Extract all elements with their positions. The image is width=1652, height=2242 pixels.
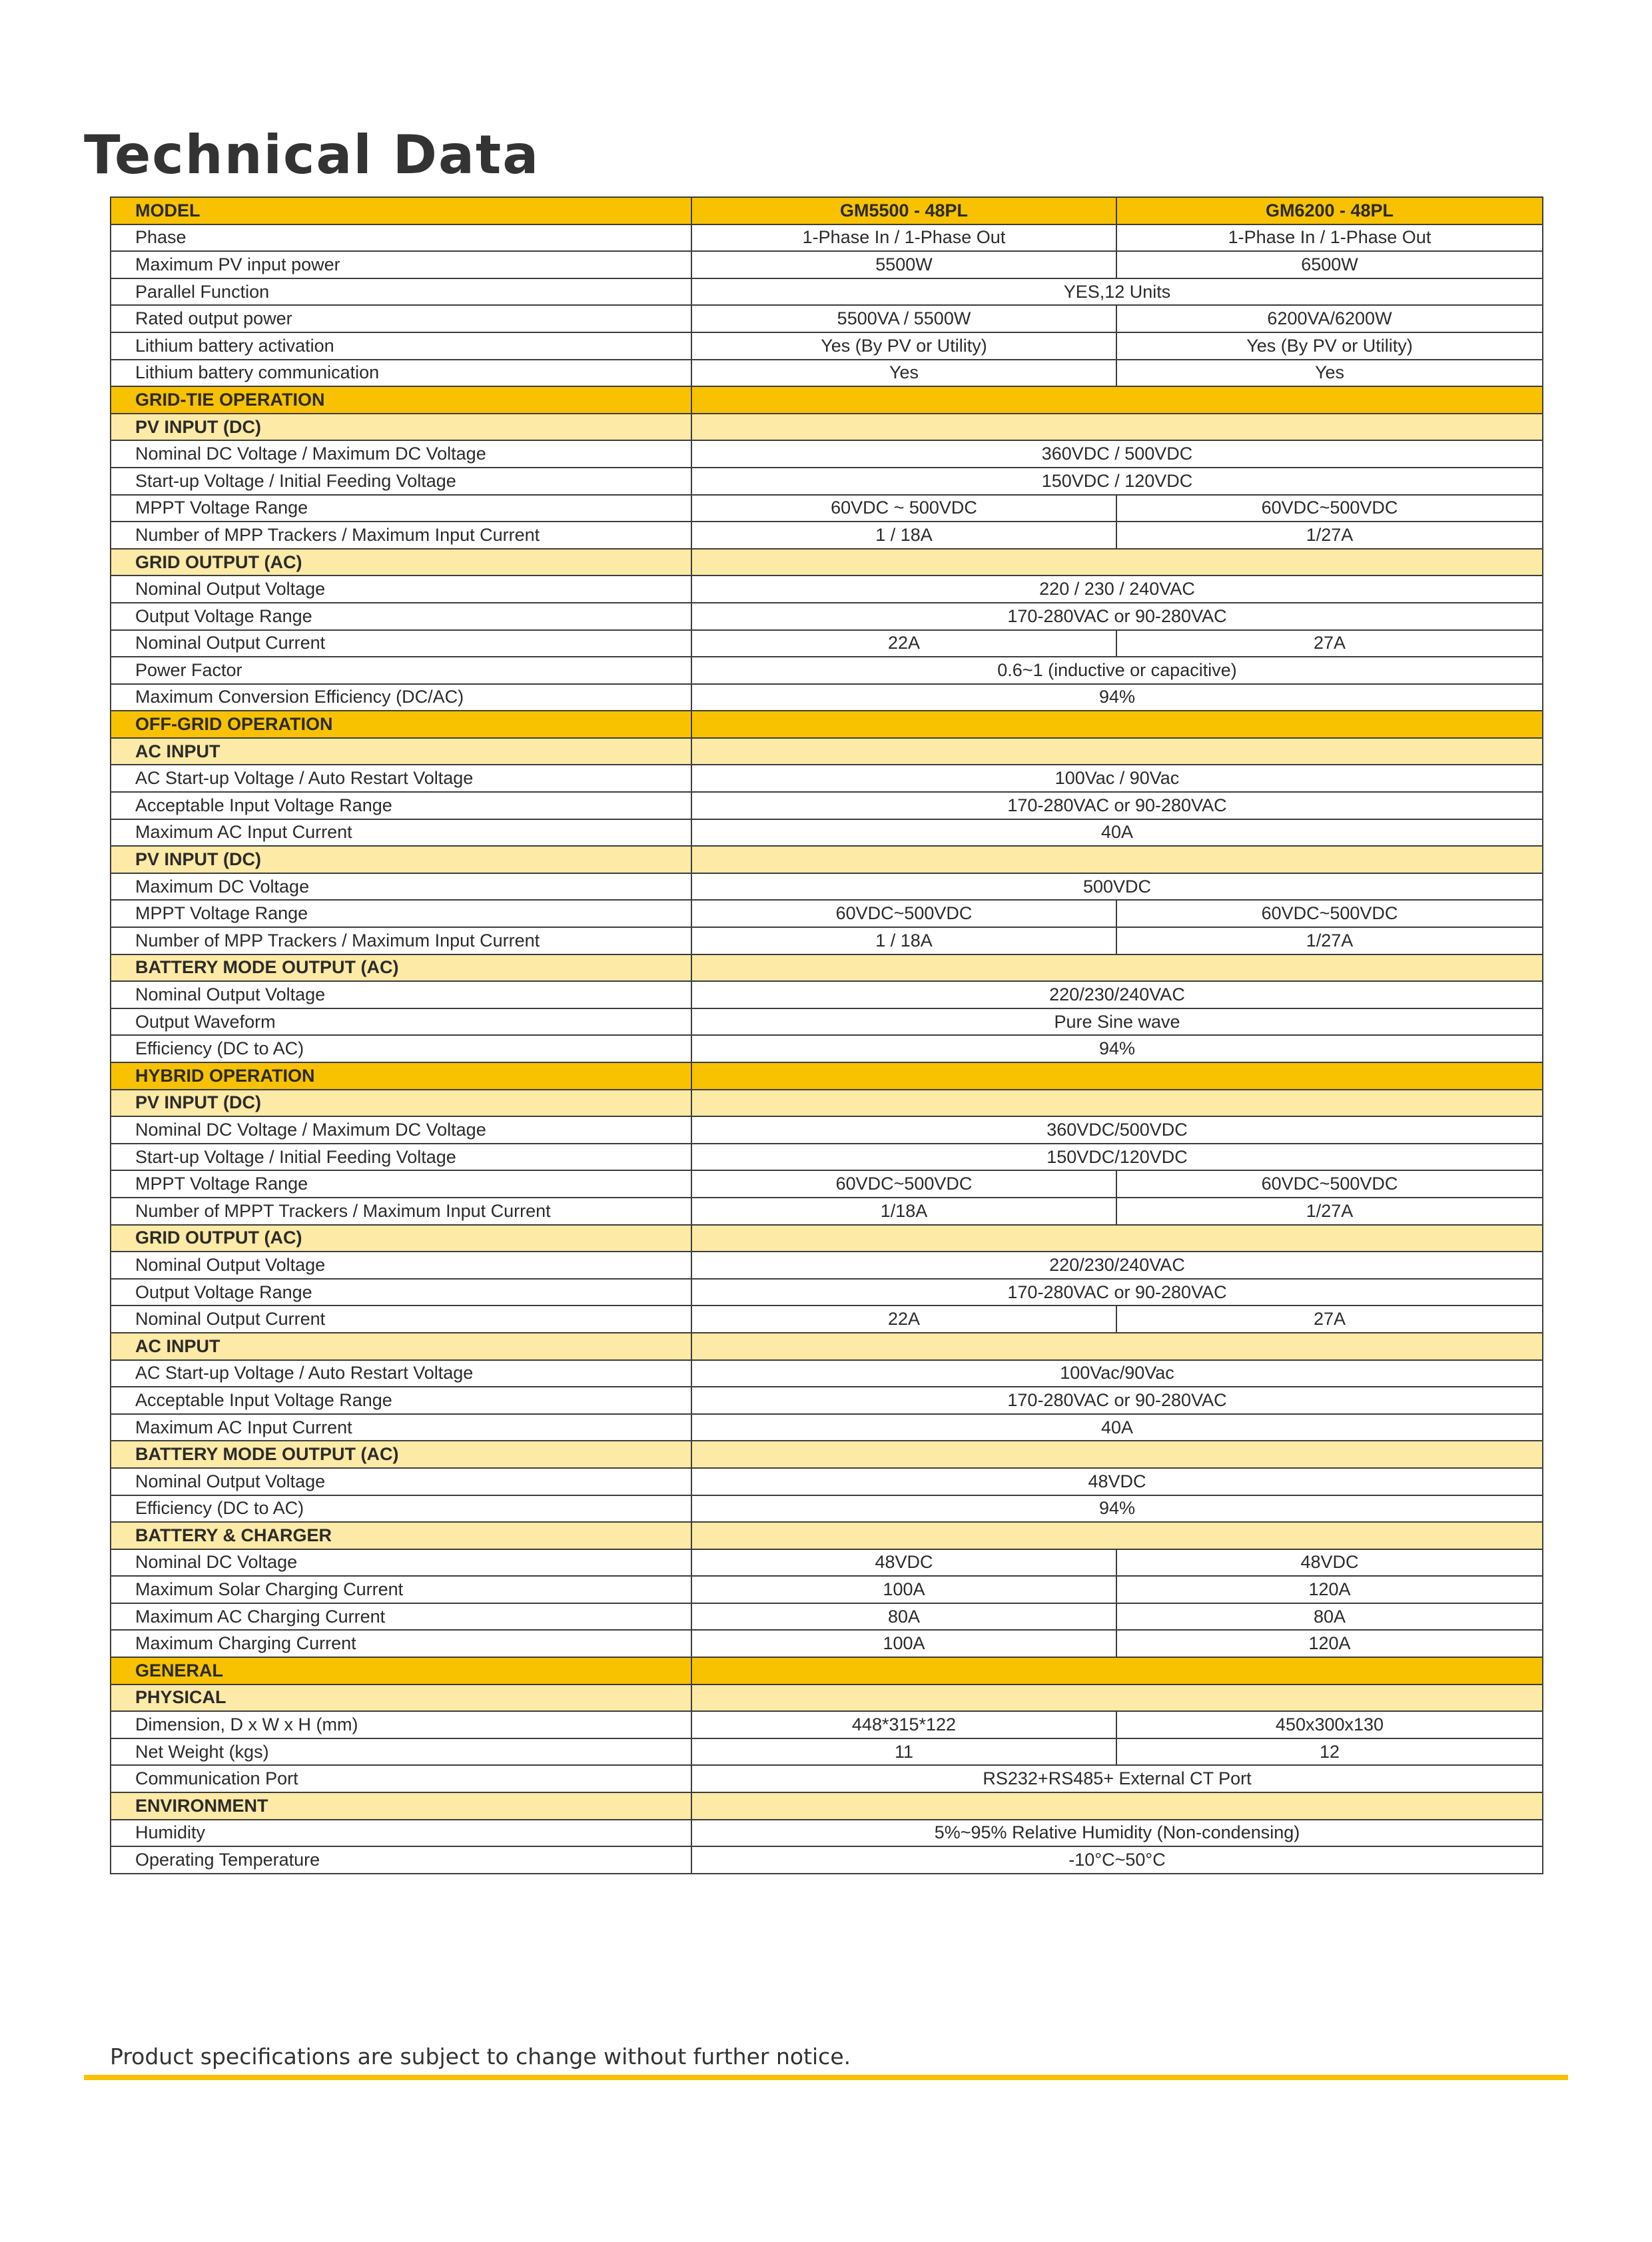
table-row [111, 360, 1543, 387]
table-row [111, 981, 1543, 1008]
section-fill [691, 1090, 1543, 1117]
spec-label: Efficiency (DC to AC) [111, 1495, 691, 1523]
spec-label: Parallel Function [111, 278, 691, 306]
section-fill [691, 1792, 1543, 1820]
spec-value-model-b: 1/27A [1116, 927, 1543, 954]
spec-label: Nominal DC Voltage / Maximum DC Voltage [111, 440, 691, 468]
spec-value-model-a: Yes (By PV or Utility) [691, 332, 1116, 360]
table-row [111, 1170, 1543, 1198]
spec-value-shared: 94% [691, 684, 1543, 711]
model-a-header: GM5500 - 48PL [691, 197, 1116, 224]
spec-label: Maximum Charging Current [111, 1630, 691, 1657]
spec-label: MPPT Voltage Range [111, 495, 691, 522]
spec-label: Dimension, D x W x H (mm) [111, 1711, 691, 1738]
footnote: Product specifications are subject to change without further notice. [110, 2044, 851, 2069]
subsection-header-row [111, 1225, 1543, 1252]
spec-value-model-b: 80A [1116, 1603, 1543, 1631]
spec-label: MPPT Voltage Range [111, 900, 691, 927]
table-row [111, 495, 1543, 522]
spec-label: Lithium battery activation [111, 332, 691, 360]
section-fill [691, 1062, 1543, 1090]
table-row [111, 1306, 1543, 1333]
spec-label: Maximum Solar Charging Current [111, 1576, 691, 1603]
spec-value-model-a: 60VDC~500VDC [691, 1170, 1116, 1198]
table-row [111, 900, 1543, 927]
table-row [111, 684, 1543, 711]
spec-value-model-a: 48VDC [691, 1549, 1116, 1577]
table-row [111, 1549, 1543, 1577]
spec-value-shared: 48VDC [691, 1468, 1543, 1495]
subsection-label: BATTERY & CHARGER [111, 1522, 691, 1549]
table-row [111, 1035, 1543, 1062]
table-row [111, 1576, 1543, 1603]
subsection-label: AC INPUT [111, 1333, 691, 1360]
spec-label: Maximum Conversion Efficiency (DC/AC) [111, 684, 691, 711]
spec-value-shared: -10°C~50°C [691, 1846, 1543, 1874]
spec-value-shared: 220/230/240VAC [691, 981, 1543, 1008]
spec-label: Nominal Output Current [111, 630, 691, 657]
section-fill [691, 1225, 1543, 1252]
spec-value-shared: YES,12 Units [691, 278, 1543, 306]
section-label: HYBRID OPERATION [111, 1062, 691, 1090]
table-row [111, 1252, 1543, 1279]
section-fill [691, 1333, 1543, 1360]
section-fill [691, 1684, 1543, 1712]
spec-label: Maximum DC Voltage [111, 873, 691, 901]
spec-value-shared: 40A [691, 819, 1543, 847]
table-header-row [111, 197, 1543, 224]
table-row [111, 1820, 1543, 1847]
spec-label: Rated output power [111, 305, 691, 332]
table-row [111, 1630, 1543, 1657]
spec-value-model-a: 11 [691, 1738, 1116, 1766]
table-row [111, 927, 1543, 954]
subsection-label: BATTERY MODE OUTPUT (AC) [111, 1441, 691, 1468]
table-row [111, 1468, 1543, 1495]
spec-label: Nominal Output Voltage [111, 1468, 691, 1495]
spec-value-model-b: 120A [1116, 1630, 1543, 1657]
subsection-header-row [111, 1333, 1543, 1360]
spec-label: Number of MPP Trackers / Maximum Input Current [111, 522, 691, 549]
spec-value-model-b: 60VDC~500VDC [1116, 900, 1543, 927]
section-label: GENERAL [111, 1657, 691, 1684]
table-row [111, 332, 1543, 360]
spec-label: Maximum AC Charging Current [111, 1603, 691, 1631]
spec-value-model-a: 5500W [691, 251, 1116, 278]
subsection-header-row [111, 549, 1543, 576]
subsection-header-row [111, 414, 1543, 441]
spec-value-shared: 220 / 230 / 240VAC [691, 575, 1543, 603]
section-fill [691, 711, 1543, 738]
table-row [111, 819, 1543, 847]
spec-label: Operating Temperature [111, 1846, 691, 1874]
spec-label: Output Voltage Range [111, 1279, 691, 1306]
section-fill [691, 846, 1543, 873]
table-row [111, 603, 1543, 630]
spec-label: Maximum PV input power [111, 251, 691, 278]
footer-rule [84, 2075, 1568, 2080]
table-row [111, 1846, 1543, 1874]
spec-value-shared: 100Vac/90Vac [691, 1360, 1543, 1387]
spec-value-model-b: 48VDC [1116, 1549, 1543, 1577]
subsection-header-row [111, 1090, 1543, 1117]
section-fill [691, 1441, 1543, 1468]
spec-value-shared: 220/230/240VAC [691, 1252, 1543, 1279]
model-b-header: GM6200 - 48PL [1116, 197, 1543, 224]
subsection-header-row [111, 1522, 1543, 1549]
spec-label: Power Factor [111, 657, 691, 684]
subsection-header-row [111, 1792, 1543, 1820]
spec-value-model-a: 100A [691, 1576, 1116, 1603]
spec-value-shared: 100Vac / 90Vac [691, 765, 1543, 792]
spec-value-model-b: 6200VA/6200W [1116, 305, 1543, 332]
subsection-label: PHYSICAL [111, 1684, 691, 1712]
spec-value-model-a: 60VDC~500VDC [691, 900, 1116, 927]
spec-value-model-a: 1 / 18A [691, 927, 1116, 954]
spec-label: Humidity [111, 1820, 691, 1847]
spec-label: Phase [111, 224, 691, 252]
spec-value-model-b: Yes [1116, 360, 1543, 387]
spec-label: Nominal DC Voltage [111, 1549, 691, 1577]
table-row [111, 873, 1543, 901]
table-row [111, 657, 1543, 684]
page-title: Technical Data [84, 124, 540, 186]
spec-value-shared: 40A [691, 1414, 1543, 1441]
subsection-header-row [111, 846, 1543, 873]
spec-label: Number of MPPT Trackers / Maximum Input Current [111, 1198, 691, 1225]
table-row [111, 1279, 1543, 1306]
table-row [111, 1387, 1543, 1414]
spec-value-model-a: 22A [691, 630, 1116, 657]
spec-label: Start-up Voltage / Initial Feeding Voltage [111, 1144, 691, 1171]
spec-label: Efficiency (DC to AC) [111, 1035, 691, 1062]
spec-label: AC Start-up Voltage / Auto Restart Voltage [111, 1360, 691, 1387]
subsection-label: GRID OUTPUT (AC) [111, 549, 691, 576]
spec-value-model-a: Yes [691, 360, 1116, 387]
section-header-row [111, 386, 1543, 414]
spec-value-model-a: 80A [691, 1603, 1116, 1631]
spec-value-shared: 150VDC / 120VDC [691, 468, 1543, 495]
spec-value-shared: 0.6~1 (inductive or capacitive) [691, 657, 1543, 684]
table-row [111, 792, 1543, 819]
subsection-label: PV INPUT (DC) [111, 846, 691, 873]
spec-label: Output Waveform [111, 1008, 691, 1036]
subsection-header-row [111, 738, 1543, 765]
section-fill [691, 386, 1543, 414]
spec-value-model-b: 1/27A [1116, 522, 1543, 549]
spec-label: Nominal Output Voltage [111, 575, 691, 603]
spec-value-model-a: 1 / 18A [691, 522, 1116, 549]
spec-label: Nominal Output Current [111, 1306, 691, 1333]
subsection-header-row [111, 954, 1543, 982]
subsection-header-row [111, 1441, 1543, 1468]
table-row [111, 278, 1543, 306]
spec-label: Acceptable Input Voltage Range [111, 1387, 691, 1414]
table-row [111, 1360, 1543, 1387]
spec-value-shared: 170-280VAC or 90-280VAC [691, 792, 1543, 819]
spec-value-model-b: 1-Phase In / 1-Phase Out [1116, 224, 1543, 252]
spec-value-model-b: 6500W [1116, 251, 1543, 278]
spec-label: Net Weight (kgs) [111, 1738, 691, 1766]
spec-label: Acceptable Input Voltage Range [111, 792, 691, 819]
subsection-label: GRID OUTPUT (AC) [111, 1225, 691, 1252]
table-row [111, 305, 1543, 332]
spec-value-shared: 170-280VAC or 90-280VAC [691, 603, 1543, 630]
spec-value-model-a: 100A [691, 1630, 1116, 1657]
spec-label: Communication Port [111, 1765, 691, 1792]
spec-label: Maximum AC Input Current [111, 819, 691, 847]
spec-label: MPPT Voltage Range [111, 1170, 691, 1198]
spec-value-model-b: 12 [1116, 1738, 1543, 1766]
spec-value-model-b: 27A [1116, 1306, 1543, 1333]
spec-value-shared: Pure Sine wave [691, 1008, 1543, 1036]
spec-value-shared: 170-280VAC or 90-280VAC [691, 1387, 1543, 1414]
subsection-label: ENVIRONMENT [111, 1792, 691, 1820]
spec-label: AC Start-up Voltage / Auto Restart Voltage [111, 765, 691, 792]
table-row [111, 440, 1543, 468]
subsection-label: PV INPUT (DC) [111, 1090, 691, 1117]
spec-value-model-b: 450x300x130 [1116, 1711, 1543, 1738]
spec-value-shared: 360VDC / 500VDC [691, 440, 1543, 468]
spec-value-model-a: 1/18A [691, 1198, 1116, 1225]
spec-value-shared: 94% [691, 1495, 1543, 1523]
spec-value-shared: 150VDC/120VDC [691, 1144, 1543, 1171]
section-fill [691, 414, 1543, 441]
spec-value-model-a: 448*315*122 [691, 1711, 1116, 1738]
spec-label: Lithium battery communication [111, 360, 691, 387]
section-header-row [111, 711, 1543, 738]
table-row [111, 630, 1543, 657]
table-row [111, 1738, 1543, 1766]
spec-value-shared: 500VDC [691, 873, 1543, 901]
table-row [111, 765, 1543, 792]
section-fill [691, 1657, 1543, 1684]
spec-value-model-a: 1-Phase In / 1-Phase Out [691, 224, 1116, 252]
spec-table [110, 196, 1543, 1874]
spec-label: Nominal Output Voltage [111, 981, 691, 1008]
subsection-header-row [111, 1684, 1543, 1712]
table-row [111, 1603, 1543, 1631]
table-row [111, 1008, 1543, 1036]
spec-value-shared: 94% [691, 1035, 1543, 1062]
table-row [111, 1711, 1543, 1738]
spec-label: Number of MPP Trackers / Maximum Input Current [111, 927, 691, 954]
spec-label: Output Voltage Range [111, 603, 691, 630]
subsection-label: PV INPUT (DC) [111, 414, 691, 441]
table-row [111, 522, 1543, 549]
subsection-label: AC INPUT [111, 738, 691, 765]
spec-value-shared: 170-280VAC or 90-280VAC [691, 1279, 1543, 1306]
table-row [111, 1198, 1543, 1225]
spec-value-model-a: 5500VA / 5500W [691, 305, 1116, 332]
header-label: MODEL [111, 197, 691, 224]
table-row [111, 1144, 1543, 1171]
table-row [111, 575, 1543, 603]
spec-value-model-b: 60VDC~500VDC [1116, 495, 1543, 522]
table-row [111, 224, 1543, 252]
section-fill [691, 954, 1543, 982]
spec-label: Nominal Output Voltage [111, 1252, 691, 1279]
spec-value-model-a: 60VDC ~ 500VDC [691, 495, 1116, 522]
section-fill [691, 738, 1543, 765]
section-label: GRID-TIE OPERATION [111, 386, 691, 414]
table-row [111, 468, 1543, 495]
table-row [111, 1495, 1543, 1523]
spec-label: Nominal DC Voltage / Maximum DC Voltage [111, 1116, 691, 1144]
spec-value-model-b: 60VDC~500VDC [1116, 1170, 1543, 1198]
table-row [111, 1116, 1543, 1144]
spec-value-model-a: 22A [691, 1306, 1116, 1333]
spec-value-model-b: 120A [1116, 1576, 1543, 1603]
spec-value-model-b: Yes (By PV or Utility) [1116, 332, 1543, 360]
table-row [111, 251, 1543, 278]
section-header-row [111, 1062, 1543, 1090]
spec-value-model-b: 1/27A [1116, 1198, 1543, 1225]
table-row [111, 1765, 1543, 1792]
spec-value-model-b: 27A [1116, 630, 1543, 657]
spec-value-shared: 360VDC/500VDC [691, 1116, 1543, 1144]
section-fill [691, 1522, 1543, 1549]
section-header-row [111, 1657, 1543, 1684]
spec-value-shared: 5%~95% Relative Humidity (Non-condensing) [691, 1820, 1543, 1847]
spec-label: Maximum AC Input Current [111, 1414, 691, 1441]
subsection-label: BATTERY MODE OUTPUT (AC) [111, 954, 691, 982]
section-label: OFF-GRID OPERATION [111, 711, 691, 738]
spec-value-shared: RS232+RS485+ External CT Port [691, 1765, 1543, 1792]
table-row [111, 1414, 1543, 1441]
spec-label: Start-up Voltage / Initial Feeding Voltage [111, 468, 691, 495]
section-fill [691, 549, 1543, 576]
